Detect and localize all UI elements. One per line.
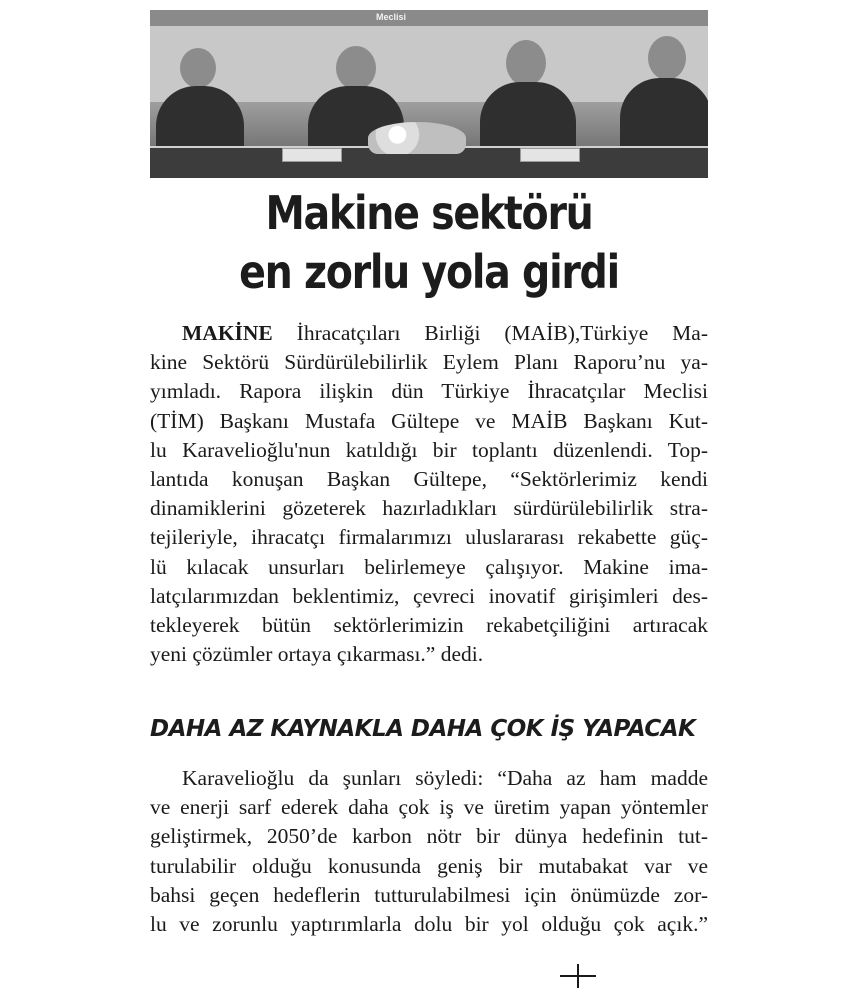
paragraph-line: Karaveliоğlu da şunları söyledi: “Daha az ham madde — [182, 766, 708, 790]
paragraph-line: tekleyerek bütün sektörlerimizin rekabetçiliğini artıracak — [150, 612, 708, 637]
paragraph-line: turulabilir olduğu konusunda geniş bir mutabakat var ve — [150, 853, 708, 878]
photo-banner-text: Meclisi — [376, 12, 407, 22]
paragraph-line: (TİM) Başkanı Mustafa Gültepe ve MAİB Başkanı Kut- — [150, 408, 708, 433]
paragraph-line: bahsi geçen hedeflerin tutturulabilmesi için önümüzde zor- — [150, 882, 708, 907]
paragraph-line: ve enerji sarf ederek daha çok iş ve üretim yapan yöntemler — [150, 795, 708, 820]
paragraph-line: tejileriyle, ihracatçı firmalarımızı uluslararası rekabette güç- — [150, 525, 708, 550]
lead-word: MAKİNE — [182, 321, 273, 345]
article-paragraph-1 — [150, 319, 708, 669]
paragraph-line: yımladı. Rapora ilişkin dün Türkiye İhracatçılar Meclisi — [150, 379, 708, 404]
paragraph-line: lantıda konuşan Başkan Gültepe, “Sektörlerimiz kendi — [150, 466, 708, 491]
paragraph-line: MAKİNE İhracatçıları Birliği (MAİB),Türkiye Ma- — [182, 321, 708, 345]
photo-flowers — [368, 122, 466, 154]
crop-mark-icon — [560, 964, 596, 988]
paragraph-line: yeni çözümler ortaya çıkarması.” dedi. — [150, 642, 484, 667]
photo-nameplate — [520, 148, 580, 162]
headline-line-1: Makine sektörü — [265, 186, 593, 240]
headline-line-2: en zorlu yola girdi — [239, 245, 619, 299]
paragraph-line: lü kılacak unsurları belirlemeye çalışıyor. Makine ima- — [150, 554, 708, 579]
paragraph-line: kine Sektörü Sürdürülebilirlik Eylem Planı Raporu’nu ya- — [150, 350, 708, 375]
paragraph-line: latçılarımızdan beklentimiz, çevreci inovatif girişimleri des- — [150, 583, 708, 608]
photo-nameplate — [282, 148, 342, 162]
article-paragraph-2 — [150, 764, 708, 939]
paragraph-line: lu Karaveliоğlu'nun katıldığı bir toplantı düzenlendi. Top- — [150, 437, 708, 462]
paragraph-line: lu ve zorunlu yaptırımlarla dolu bir yol olduğu çok açık.” — [150, 911, 708, 936]
photo-banner — [150, 10, 708, 26]
article-photo — [150, 10, 708, 178]
paragraph-line: geliştirmek, 2050’de karbon nötr bir dünya hedefinin tut- — [150, 824, 708, 849]
paragraph-line: dinamiklerini gözeterek hazırladıkları sürdürülebilirlik stra- — [150, 496, 708, 521]
subheading: DAHA AZ KAYNAKLA DAHA ÇOK İŞ YAPACAK — [150, 716, 696, 742]
